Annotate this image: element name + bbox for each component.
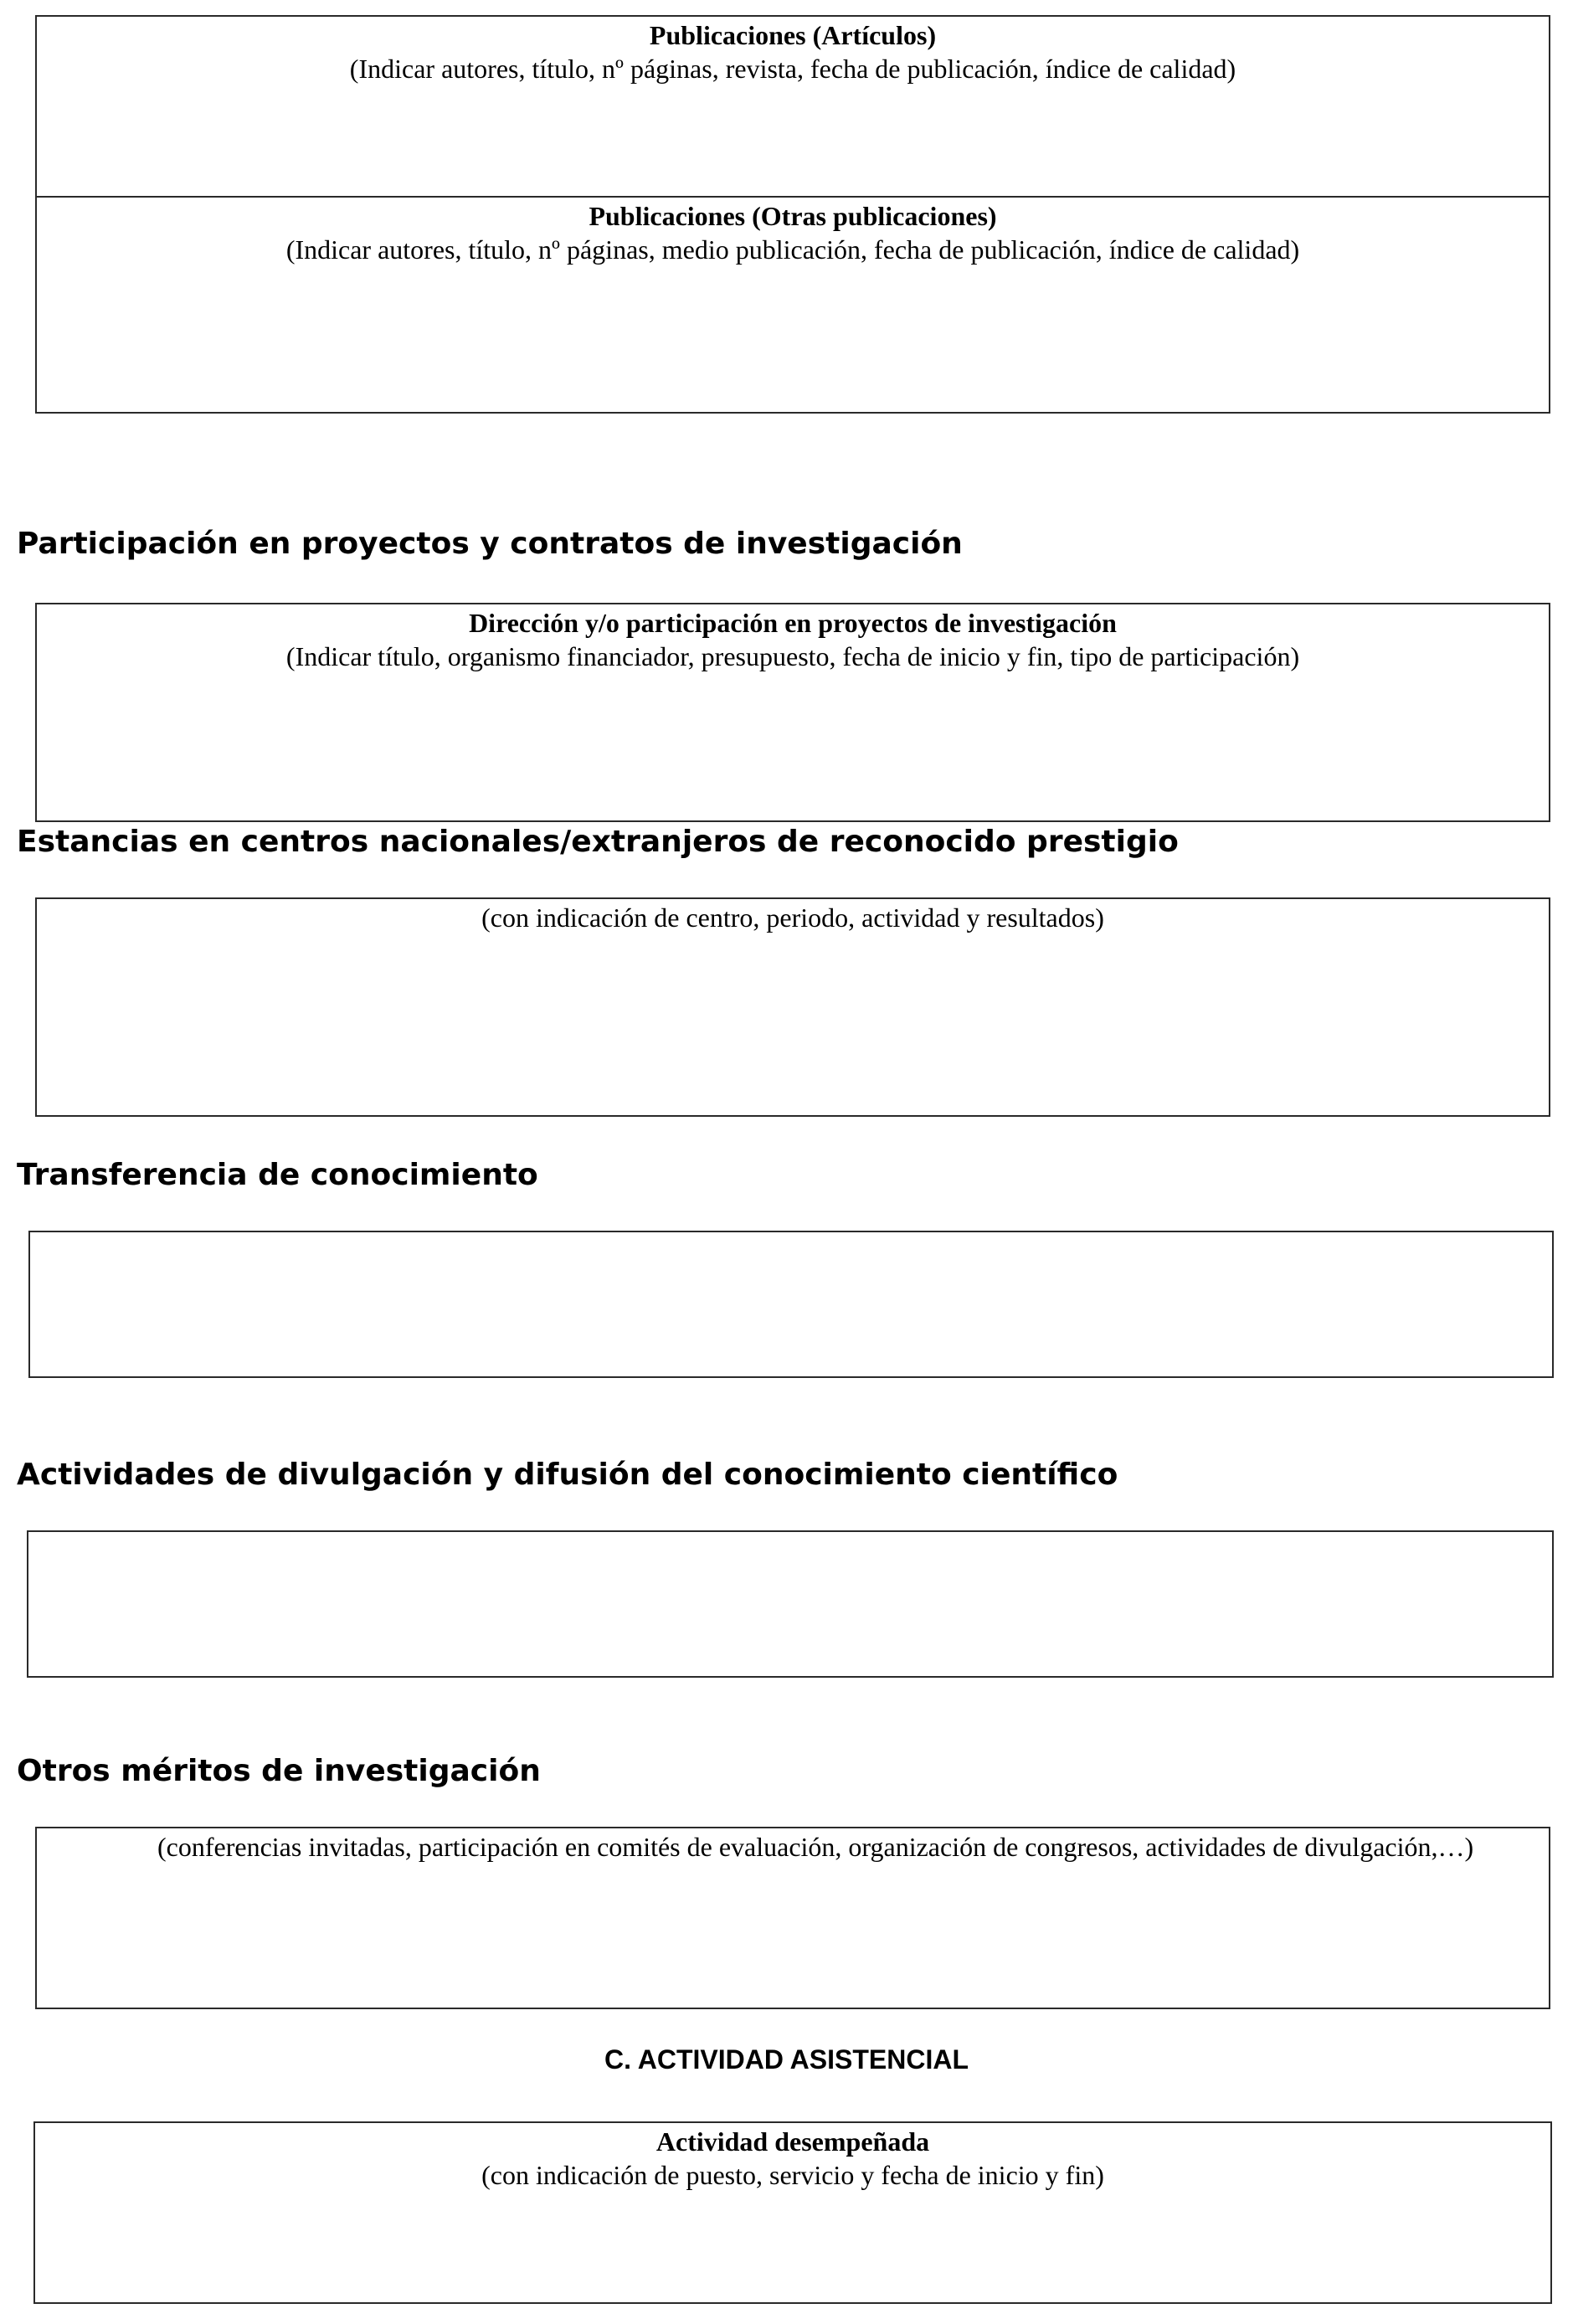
stays-box-instructions: (con indicación de centro, periodo, actividad y resultados)	[481, 902, 1104, 933]
activity-box-instructions: (con indicación de puesto, servicio y fecha de inicio y fin)	[481, 2160, 1104, 2190]
articles-title: Publicaciones (Artículos)	[649, 20, 937, 50]
other-publications-cell[interactable]	[37, 199, 1549, 266]
other-merits-box[interactable]	[35, 1827, 1550, 2009]
outreach-heading: Actividades de divulgación y difusión del conocimiento científico	[17, 1458, 1118, 1492]
publications-box[interactable]	[35, 15, 1550, 414]
other-merits-heading: Otros méritos de investigación	[17, 1754, 541, 1788]
projects-box-title: Dirección y/o participación en proyectos de investigación	[469, 608, 1117, 638]
articles-cell[interactable]	[37, 18, 1549, 85]
stays-box[interactable]	[35, 897, 1550, 1117]
stays-heading: Estancias en centros nacionales/extranjeros de reconocido prestigio	[17, 825, 1179, 859]
transfer-heading: Transferencia de conocimiento	[17, 1158, 538, 1192]
projects-box-instructions: (Indicar título, organismo financiador, presupuesto, fecha de inicio y fin, tipo de participación)	[285, 641, 1300, 671]
articles-instructions: (Indicar autores, título, nº páginas, revista, fecha de publicación, índice de calidad)	[349, 54, 1236, 84]
publications-divider	[37, 196, 1549, 198]
transfer-box[interactable]	[28, 1231, 1554, 1378]
other-merits-box-instructions: (conferencias invitadas, participación en comités de evaluación, organización de congresos, actividades de divulgación,…)	[157, 1832, 1474, 1862]
other-publications-instructions: (Indicar autores, título, nº páginas, medio publicación, fecha de publicación, índice de calidad)	[285, 234, 1300, 265]
projects-heading: Participación en proyectos y contratos de investigación	[17, 527, 963, 561]
other-publications-title: Publicaciones (Otras publicaciones)	[589, 201, 997, 231]
section-c-heading: C. ACTIVIDAD ASISTENCIAL	[604, 2044, 969, 2075]
outreach-box[interactable]	[27, 1530, 1554, 1678]
activity-box-title: Actividad desempeñada	[655, 2126, 930, 2157]
activity-box[interactable]	[33, 2121, 1552, 2304]
projects-box[interactable]	[35, 603, 1550, 822]
